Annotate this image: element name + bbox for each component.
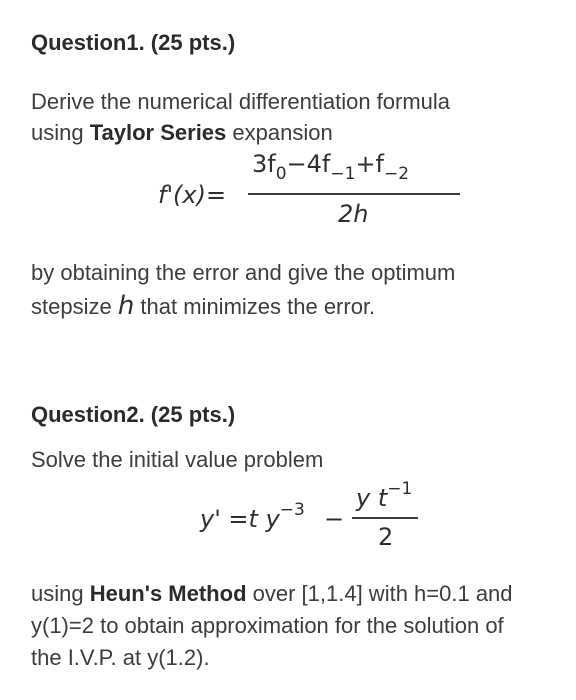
formula1-fraction-bar — [248, 193, 460, 195]
formula2-denominator: 2 — [378, 523, 394, 551]
formula1-numerator: $3f_0-4f_{-1}+f_{-2}$ — [252, 150, 410, 184]
formula2-minus: − — [324, 505, 345, 533]
formula2-fraction-bar — [352, 517, 418, 519]
formula2-numerator: y $t^{-1}$ — [356, 479, 413, 512]
question1-intro-line2: using Taylor Series expansion — [31, 120, 333, 145]
formula1-denominator: 2h — [338, 200, 369, 228]
question2-after-line1: using Heun's Method over [1,1.4] with h=0.1 and — [31, 581, 513, 606]
formula2-lhs: y' =t $y^{-3}$ — [200, 500, 305, 533]
question1-intro-line1: Derive the numerical differentiation formula — [31, 89, 451, 114]
question2-after-line3: the I.V.P. at y(1.2). — [31, 645, 210, 670]
question1-after-line2: stepsize h that minimizes the error. — [31, 291, 376, 321]
formula1-lhs: f'(x)= — [158, 181, 227, 209]
question1-after-line1: by obtaining the error and give the optimum — [31, 260, 456, 285]
heuns-method-emphasis: Heun's Method — [89, 581, 247, 606]
question2-after-line2: y(1)=2 to obtain approximation for the solution of — [31, 613, 504, 638]
question2-intro: Solve the initial value problem — [31, 447, 324, 472]
question2-title: Question2. (25 pts.) — [31, 402, 236, 427]
taylor-series-emphasis: Taylor Series — [89, 120, 227, 145]
question1-title: Question1. (25 pts.) — [31, 30, 236, 55]
stepsize-variable: h — [117, 291, 135, 321]
